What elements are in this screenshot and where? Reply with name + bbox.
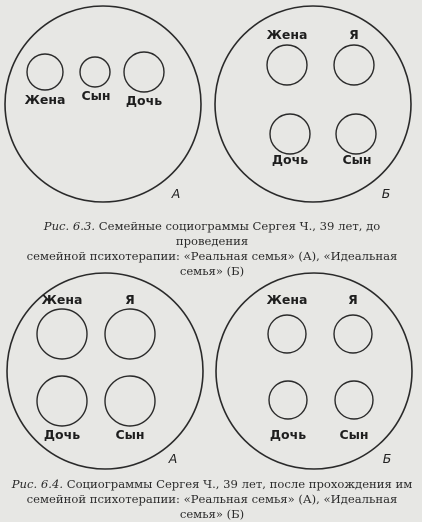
fig64-a-label-zhena: Жена [41,292,83,307]
fig63-b-label-zhena: Жена [266,27,308,42]
figure-64-caption [6,477,418,522]
fig64-b-letter: Б [382,451,392,466]
fig64-b-label-ya: Я [348,292,358,307]
figure-63-caption-line2: семейной психотерапии: «Реальная семья» (А), «Идеальная семья» (Б) [26,249,398,278]
fig63-a-member-circle-0 [27,54,63,90]
fig64-a-outer-circle [7,273,203,469]
fig64-b-label-zhena: Жена [266,292,308,307]
fig64-a-label-syn: Сын [115,427,145,442]
fig63-a-label-zhena: Жена [24,92,66,107]
figure-63-caption [6,219,418,279]
fig63-b-member-circle-2 [270,114,310,154]
fig64-a-member-circle-3 [105,376,155,426]
fig63-b-label-doch: Дочь [271,152,309,167]
fig64-a-member-circle-2 [37,376,87,426]
figure-63-caption-line1: Семейные социограммы Сергея Ч., 39 лет, до проведения [95,219,381,248]
fig63-b-label-syn: Сын [342,152,372,167]
fig63-a-member-circle-2 [124,52,164,92]
fig64-b-member-circle-1 [334,315,372,353]
fig63-b-label-ya: Я [349,27,359,42]
fig63-b-member-circle-1 [334,45,374,85]
fig64-a-member-circle-0 [37,309,87,359]
fig64-a-member-circle-1 [105,309,155,359]
fig64-a-label-ya: Я [125,292,135,307]
figure-64-caption-line2: семейной психотерапии: «Реальная семья» (А), «Идеальная семья» (Б) [26,492,398,521]
fig64-b-member-circle-0 [268,315,306,353]
fig63-a-label-syn: Сын [81,88,111,103]
fig63-b-member-circle-3 [336,114,376,154]
figure-63-number: Рис. 6.3. [43,219,96,233]
fig64-b-member-circle-2 [269,381,307,419]
fig64-b-label-syn: Сын [339,427,369,442]
fig63-a-member-circle-1 [80,57,110,87]
fig64-b-label-doch: Дочь [269,427,307,442]
fig64-a-letter: А [168,451,178,466]
fig63-b-member-circle-0 [267,45,307,85]
fig64-b-member-circle-3 [335,381,373,419]
figure-64-number: Рис. 6.4. [11,477,64,491]
fig63-a-label-doch: Дочь [125,93,163,108]
fig64-a-label-doch: Дочь [43,427,81,442]
fig64-b-outer-circle [216,273,412,469]
figure-64-caption-line1: Социограммы Сергея Ч., 39 лет, после прохождения им [63,477,413,491]
fig63-b-letter: Б [381,186,391,201]
fig63-a-letter: А [171,186,181,201]
fig63-b-outer-circle [215,6,411,202]
